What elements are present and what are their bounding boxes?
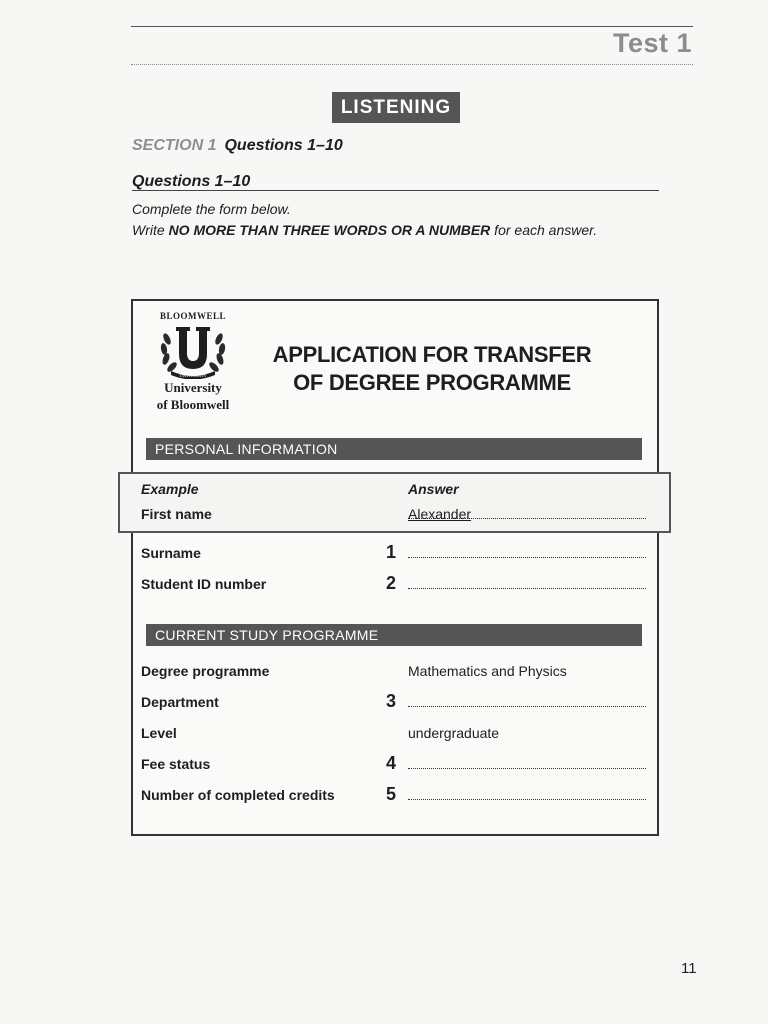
questions-heading: Questions 1–10 (132, 173, 251, 190)
form-row-surname (141, 542, 646, 565)
form-row-student-id (141, 573, 646, 596)
example-answer-value: Alexander (408, 506, 472, 522)
test-title: Test 1 (612, 28, 692, 58)
logo-arc-text: UNIVERSITY (179, 373, 207, 378)
field-label: Student ID number (141, 576, 267, 592)
field-label: Number of completed credits (141, 787, 335, 803)
current-study-programme-header: CURRENT STUDY PROGRAMME (146, 624, 642, 646)
listening-banner-label: LISTENING (340, 96, 452, 118)
logo-name-line-2: of Bloomwell (156, 397, 230, 412)
instruction-prefix: Write (132, 222, 169, 238)
example-row (141, 506, 646, 526)
form-row-level (141, 725, 646, 745)
personal-information-header: PERSONAL INFORMATION (146, 438, 642, 460)
section-questions-label: Questions 1–10 (224, 137, 343, 154)
field-value: undergraduate (408, 725, 500, 741)
question-number: 5 (386, 784, 397, 804)
form-row-degree-programme (141, 663, 646, 683)
questions-heading-rule (132, 190, 659, 191)
instruction-line-2 (132, 222, 597, 238)
page-number: 11 (681, 960, 697, 977)
answer-label: Answer (408, 481, 459, 497)
instruction-word-limit: NO MORE THAN THREE WORDS OR A NUMBER (168, 222, 491, 238)
question-number: 4 (386, 753, 397, 773)
field-label: Level (141, 725, 177, 741)
form-row-fee-status (141, 753, 646, 776)
logo-name-line-1: University (164, 380, 222, 395)
form-row-department (141, 691, 646, 714)
section-label: SECTION 1 (132, 137, 217, 154)
form-title-line-2: OF DEGREE PROGRAMME (293, 370, 571, 395)
answer-blank[interactable] (408, 768, 646, 769)
example-label: Example (141, 481, 199, 497)
field-label: Degree programme (141, 663, 270, 679)
answer-blank[interactable] (408, 799, 646, 800)
field-label: Department (141, 694, 219, 710)
answer-blank[interactable] (408, 588, 646, 589)
form-title (212, 341, 652, 397)
form-row-completed-credits (141, 784, 646, 807)
question-number: 2 (386, 573, 397, 593)
section-heading (132, 137, 343, 155)
form-title-line-1: APPLICATION FOR TRANSFER (272, 342, 592, 367)
field-value: Mathematics and Physics (408, 663, 567, 679)
example-header-row (141, 481, 646, 501)
example-field-label: First name (141, 506, 212, 522)
instruction-line-1: Complete the form below. (132, 201, 291, 217)
instruction-suffix: for each answer. (490, 222, 598, 238)
question-number: 3 (386, 691, 397, 711)
answer-blank[interactable] (408, 706, 646, 707)
listening-banner (332, 92, 460, 123)
field-label: Surname (141, 545, 201, 561)
header-dotted-rule (131, 64, 693, 65)
logo-top-text: BLOOMWELL (159, 311, 226, 321)
answer-blank[interactable] (408, 557, 646, 558)
question-number: 1 (386, 542, 397, 562)
field-label: Fee status (141, 756, 211, 772)
header-rule (131, 26, 693, 27)
